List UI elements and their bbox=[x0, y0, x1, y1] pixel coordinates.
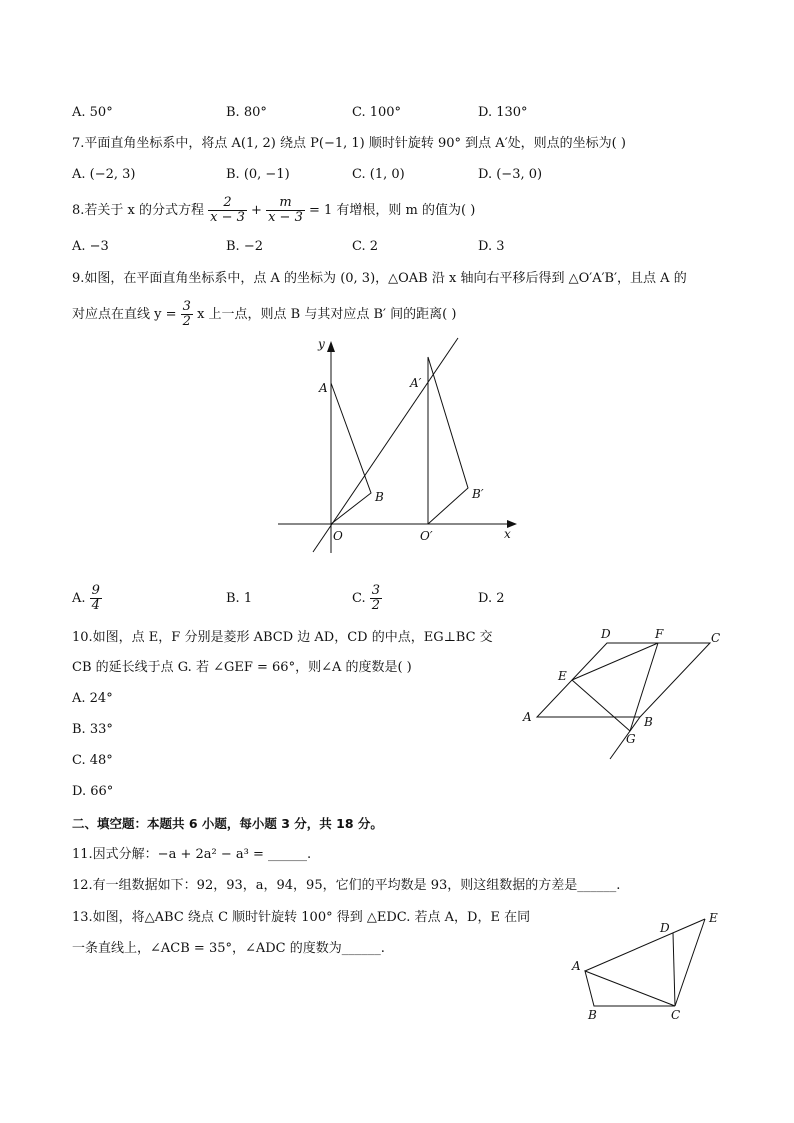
q9-label-y: y bbox=[318, 337, 325, 351]
q9-option-b: B. 1 bbox=[226, 591, 253, 606]
q10-segment-ef bbox=[572, 643, 658, 680]
q9-label-a-prime: A′ bbox=[410, 376, 422, 390]
q10-option-b: B. 33° bbox=[72, 722, 113, 737]
q13-stem-line1: 13.如图，将△ABC 绕点 C 顺时针旋转 100° 得到 △EDC. 若点 A，D，E 在同 bbox=[72, 910, 531, 925]
q8-frac2-num: m bbox=[266, 196, 305, 211]
q8-stem-post: = 1 有增根，则 m 的值为( ) bbox=[309, 203, 476, 218]
q13-label-b: B bbox=[588, 1008, 597, 1022]
q9-label-b-prime: B′ bbox=[472, 487, 484, 501]
q9-option-c-num: 3 bbox=[371, 583, 381, 598]
q10-label-a: A bbox=[523, 710, 532, 724]
q9-stem-line1: 9.如图，在平面直角坐标系中，点 A 的坐标为 (0, 3)，△OAB 沿 x 轴向右平移后得到 △O′A′B′，且点 A 的 bbox=[72, 271, 687, 286]
q9-triangle-oab-prime bbox=[428, 357, 468, 524]
q9-option-c-den: 2 bbox=[371, 598, 381, 613]
q10-stem-line2: CB 的延长线于点 G. 若 ∠GEF = 66°，则∠A 的度数是( ) bbox=[72, 660, 412, 675]
q9-label-b: B bbox=[375, 490, 384, 504]
q10-option-c: C. 48° bbox=[72, 753, 113, 768]
q9-option-a-den: 4 bbox=[91, 598, 100, 613]
q10-stem-line1: 10.如图，点 E，F 分别是菱形 ABCD 边 AD，CD 的中点，EG⊥BC 交 bbox=[72, 630, 493, 645]
q9-option-c-fraction bbox=[370, 584, 382, 613]
q13-figure bbox=[565, 906, 730, 1026]
q8-fraction-1 bbox=[208, 196, 247, 225]
q8-stem bbox=[72, 196, 475, 226]
q13-stem-line2: 一条直线上，∠ACB = 35°，∠ADC 的度数为______. bbox=[72, 941, 385, 956]
q13-segment-cd bbox=[673, 933, 675, 1006]
q7-option-b: B. (0, −1) bbox=[226, 167, 290, 182]
q9-option-a-prefix: A. bbox=[72, 591, 86, 606]
q9-option-c bbox=[352, 582, 382, 616]
q10-label-f: F bbox=[655, 627, 664, 641]
q11-stem: 11.因式分解：−a + 2a² − a³ = ______. bbox=[72, 847, 312, 862]
q8-option-c: C. 2 bbox=[352, 239, 379, 254]
q10-label-d: D bbox=[601, 627, 611, 641]
q10-option-d: D. 66° bbox=[72, 784, 114, 799]
q9-stem-line2 bbox=[72, 300, 456, 330]
q9-option-a-num: 9 bbox=[91, 583, 100, 598]
q13-label-e: E bbox=[709, 911, 718, 925]
q8-frac1-num: 2 bbox=[208, 196, 247, 211]
q13-label-a: A bbox=[572, 959, 581, 973]
q10-label-b: B bbox=[644, 715, 653, 729]
q9-figure bbox=[270, 335, 530, 560]
q13-segment-ce bbox=[675, 919, 705, 1006]
q9-line2-pre: 对应点在直线 y = bbox=[72, 307, 177, 322]
q13-line-ade bbox=[585, 919, 705, 971]
q8-fraction-2 bbox=[266, 196, 305, 225]
q9-label-o-prime: O′ bbox=[420, 529, 433, 543]
q6-option-c: C. 100° bbox=[352, 105, 402, 120]
q7-stem: 7.平面直角坐标系中，将点 A(1, 2) 绕点 P(−1, 1) 顺时针旋转 90° 到点 A′处，则点的坐标为( ) bbox=[72, 136, 626, 151]
q8-plus: + bbox=[251, 203, 262, 218]
q10-label-c: C bbox=[711, 631, 721, 645]
q9-label-a: A bbox=[319, 381, 328, 395]
q6-option-b: B. 80° bbox=[226, 105, 267, 120]
q9-y-arrow bbox=[327, 341, 335, 352]
q8-frac2-den: x − 3 bbox=[268, 210, 303, 225]
q8-frac1-den: x − 3 bbox=[210, 210, 245, 225]
q9-frac-den: 2 bbox=[182, 314, 191, 329]
q9-triangle-oab bbox=[331, 383, 371, 524]
q7-option-c: C. (1, 0) bbox=[352, 167, 405, 182]
q10-segment-eg bbox=[572, 680, 630, 731]
q6-option-a: A. 50° bbox=[72, 105, 113, 120]
q9-line-y-3-2x bbox=[313, 338, 458, 552]
q8-option-a: A. −3 bbox=[72, 239, 109, 254]
q9-label-o: O bbox=[333, 529, 343, 543]
q6-option-d: D. 130° bbox=[478, 105, 528, 120]
q9-option-c-prefix: C. bbox=[352, 591, 366, 606]
q13-triangle-abc bbox=[585, 971, 675, 1006]
q9-option-a-fraction bbox=[90, 584, 102, 613]
q9-option-a bbox=[72, 582, 102, 616]
q8-option-b: B. −2 bbox=[226, 239, 263, 254]
q13-label-c: C bbox=[671, 1008, 681, 1022]
q10-option-a: A. 24° bbox=[72, 691, 113, 706]
q9-label-x: x bbox=[504, 527, 511, 541]
q12-stem: 12.有一组数据如下：92，93，a，94，95，它们的平均数是 93，则这组数据的方差是______. bbox=[72, 878, 621, 893]
q9-option-d: D. 2 bbox=[478, 591, 505, 606]
q10-figure bbox=[515, 622, 725, 762]
q8-stem-pre: 8.若关于 x 的分式方程 bbox=[72, 203, 204, 218]
q10-label-g: G bbox=[626, 732, 636, 746]
q9-fraction bbox=[181, 300, 193, 329]
q7-option-a: A. (−2, 3) bbox=[72, 167, 136, 182]
q13-label-d: D bbox=[660, 921, 670, 935]
section-2-title: 二、填空题：本题共 6 小题，每小题 3 分，共 18 分。 bbox=[72, 816, 383, 831]
q10-label-e: E bbox=[558, 669, 567, 683]
q9-frac-num: 3 bbox=[182, 299, 191, 314]
q7-option-d: D. (−3, 0) bbox=[478, 167, 543, 182]
q8-option-d: D. 3 bbox=[478, 239, 505, 254]
q9-line2-post: x 上一点，则点 B 与其对应点 B′ 间的距离( ) bbox=[197, 307, 457, 322]
